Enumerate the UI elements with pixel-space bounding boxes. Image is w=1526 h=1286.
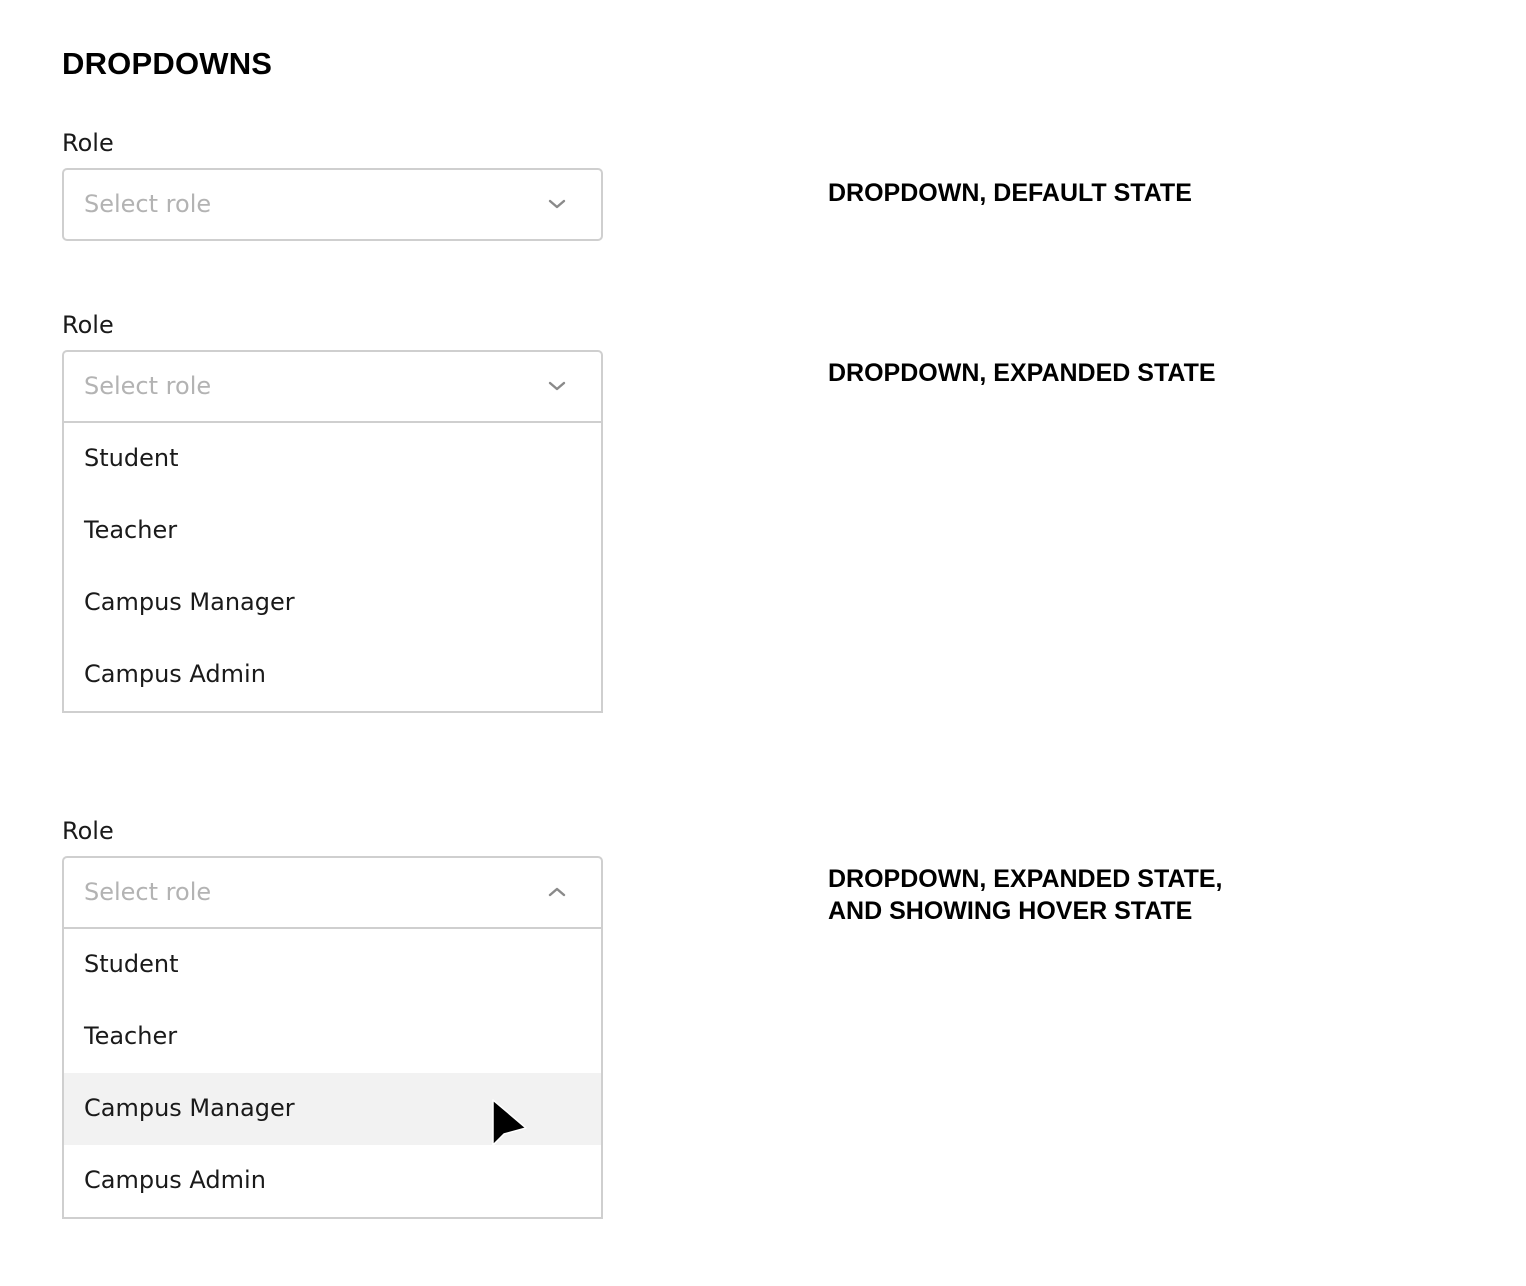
option-teacher[interactable]: Teacher xyxy=(84,516,178,544)
option-campus-admin[interactable]: Campus Admin xyxy=(84,660,266,688)
option-student[interactable]: Student xyxy=(84,950,179,978)
state-caption-expanded: DROPDOWN, EXPANDED STATE xyxy=(828,359,1216,387)
option-teacher[interactable]: Teacher xyxy=(84,1022,178,1050)
mouse-pointer-icon xyxy=(490,1098,530,1148)
role-select[interactable] xyxy=(62,856,603,929)
state-caption-hover xyxy=(828,863,1222,927)
select-placeholder: Select role xyxy=(84,878,212,906)
dropdown-expanded-hover xyxy=(62,816,603,1219)
option-campus-admin[interactable]: Campus Admin xyxy=(84,1166,266,1194)
chevron-down-icon xyxy=(547,378,567,394)
select-placeholder: Select role xyxy=(84,372,212,400)
dropdown-expanded xyxy=(62,310,603,713)
options-menu xyxy=(62,423,603,713)
dropdown-default xyxy=(62,128,603,241)
field-label: Role xyxy=(62,129,114,157)
state-caption-line-1: DROPDOWN, EXPANDED STATE, xyxy=(828,865,1223,893)
option-student[interactable]: Student xyxy=(84,444,179,472)
field-label: Role xyxy=(62,817,114,845)
state-caption-line-2: AND SHOWING HOVER STATE xyxy=(828,897,1193,925)
chevron-up-icon xyxy=(547,884,567,900)
role-select[interactable] xyxy=(62,168,603,241)
option-campus-manager-hovered[interactable]: Campus Manager xyxy=(64,1073,601,1145)
options-menu xyxy=(62,929,603,1219)
state-caption-default: DROPDOWN, DEFAULT STATE xyxy=(828,179,1192,207)
select-placeholder: Select role xyxy=(84,190,212,218)
option-campus-manager[interactable]: Campus Manager xyxy=(84,588,295,616)
role-select[interactable] xyxy=(62,350,603,423)
page-title: DROPDOWNS xyxy=(62,46,273,81)
chevron-down-icon xyxy=(547,196,567,212)
field-label: Role xyxy=(62,311,114,339)
